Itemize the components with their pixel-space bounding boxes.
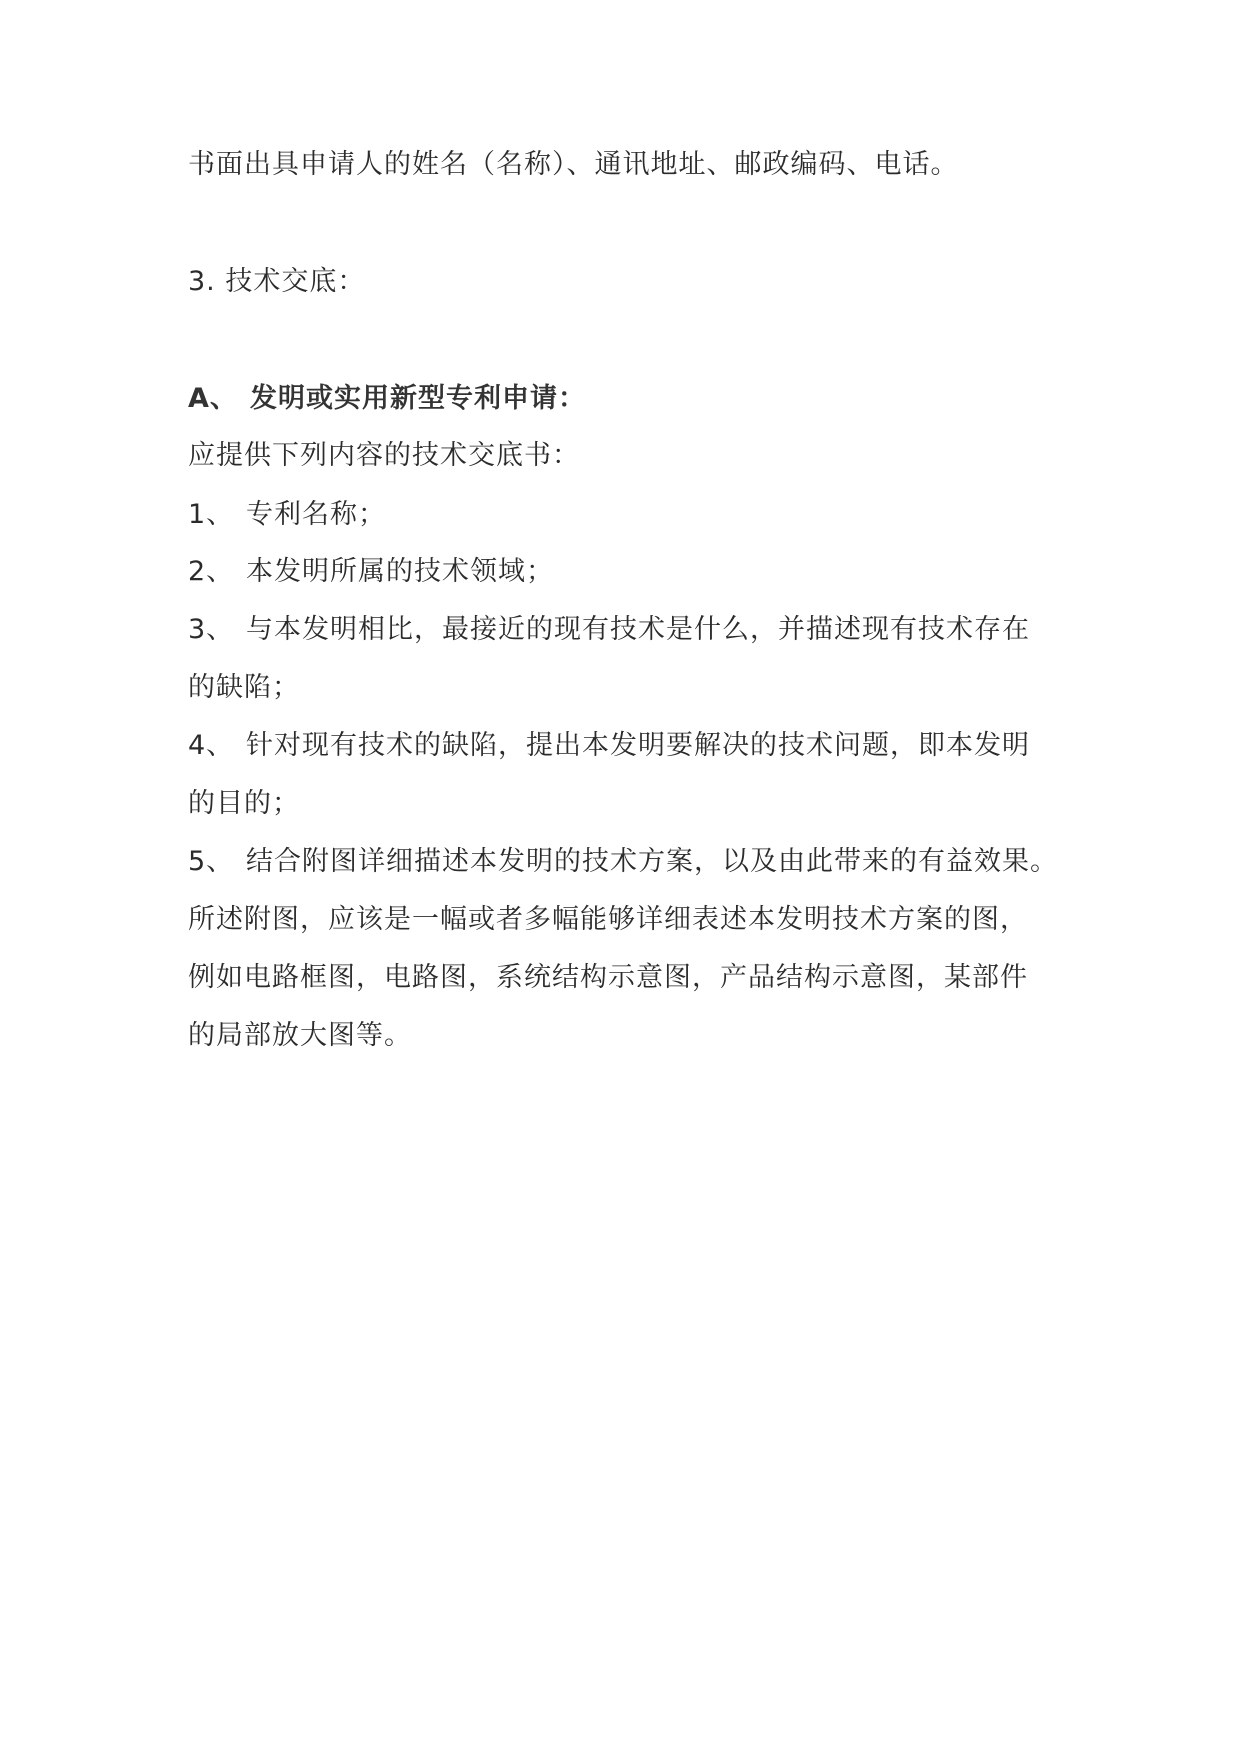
section-a-title: 发明或实用新型专利申请： [250, 383, 586, 414]
section-3-number: 3. [188, 266, 216, 297]
list-item-marker: 1、 [188, 499, 235, 530]
list-item [188, 728, 1068, 764]
list-item-continuation: 的缺陷； [188, 672, 300, 703]
section-a-heading [188, 381, 1068, 417]
list-item-text: 本发明所属的技术领域； [246, 556, 554, 587]
section-3-title: 技术交底： [225, 266, 366, 297]
list-item-continuation: 的目的； [188, 788, 300, 819]
list-item [188, 554, 1068, 590]
applicant-info-line: 书面出具申请人的姓名（名称）、通讯地址、邮政编码、电话。 [188, 149, 959, 180]
list-item-marker: 5、 [188, 846, 235, 877]
list-item [188, 612, 1068, 648]
paragraph-line: 例如电路框图，电路图，系统结构示意图，产品结构示意图，某部件 [188, 962, 1028, 993]
list-item-text: 结合附图详细描述本发明的技术方案，以及由此带来的有益效果。 [246, 846, 1058, 877]
section-a-marker: A、 [188, 383, 238, 414]
section-3-heading [188, 264, 1068, 300]
intro-line: 应提供下列内容的技术交底书： [188, 440, 580, 471]
paragraph-line: 的局部放大图等。 [188, 1020, 412, 1051]
list-item-text: 与本发明相比，最接近的现有技术是什么，并描述现有技术存在 [246, 614, 1030, 645]
paragraph-line: 所述附图，应该是一幅或者多幅能够详细表述本发明技术方案的图， [188, 904, 1028, 935]
list-item-text: 专利名称； [246, 499, 386, 530]
list-item [188, 844, 1068, 880]
list-item [188, 497, 1068, 533]
list-item-marker: 3、 [188, 614, 235, 645]
list-item-marker: 4、 [188, 730, 235, 761]
list-item-marker: 2、 [188, 556, 235, 587]
list-item-text: 针对现有技术的缺陷，提出本发明要解决的技术问题，即本发明 [246, 730, 1030, 761]
